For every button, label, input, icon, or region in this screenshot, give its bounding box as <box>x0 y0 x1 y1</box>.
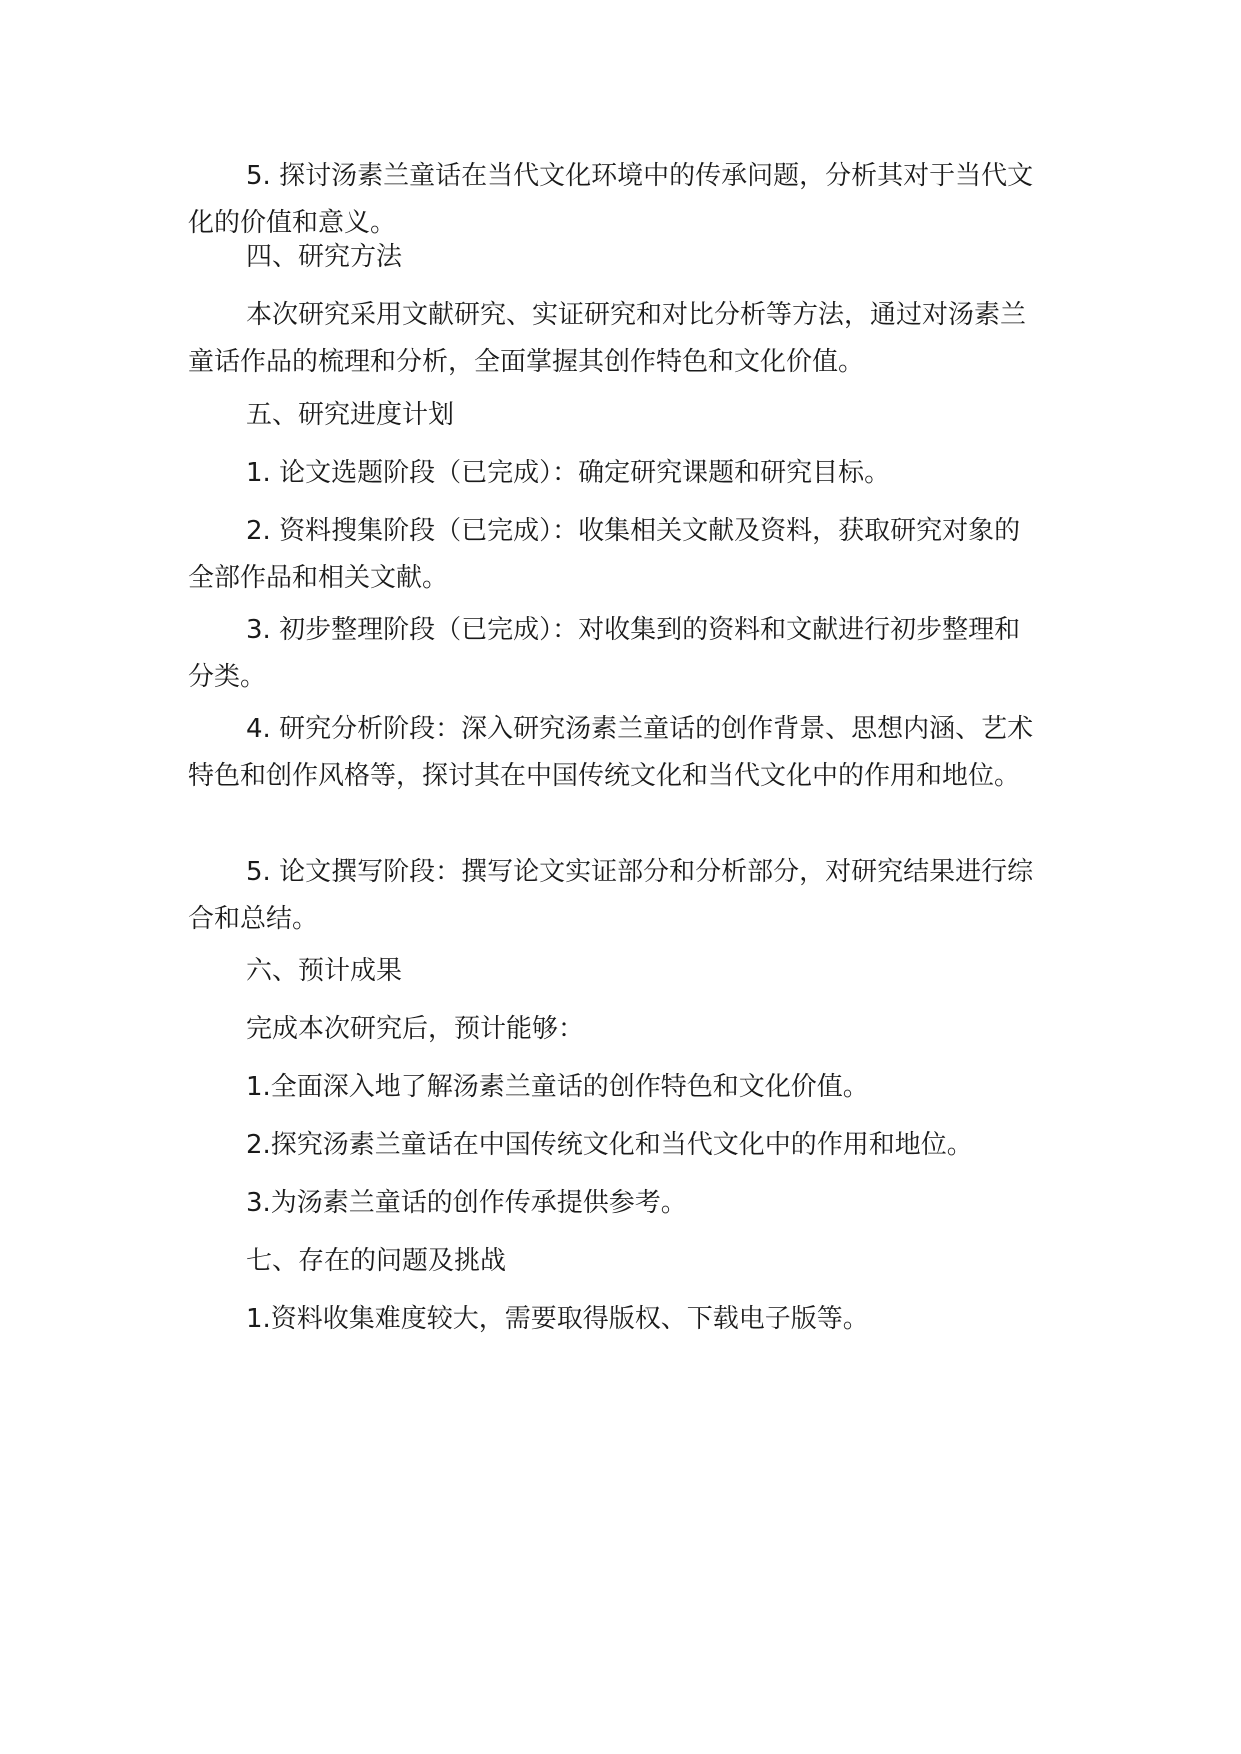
paragraph-expected-3: 3.为汤素兰童话的创作传承提供参考。 <box>246 1188 687 1218</box>
paragraph-schedule-5: 5. 论文撰写阶段：撰写论文实证部分和分析部分，对研究结果进行综合和总结。 <box>188 857 1034 934</box>
paragraph-schedule-4: 4. 研究分析阶段：深入研究汤素兰童话的创作背景、思想内涵、艺术特色和创作风格等，探讨其在中国传统文化和当代文化中的作用和地位。 <box>188 714 1034 791</box>
heading-expected-results: 六、预计成果 <box>246 956 403 986</box>
paragraph-expected-2: 2.探究汤素兰童话在中国传统文化和当代文化中的作用和地位。 <box>246 1130 973 1160</box>
paragraph-expected-intro: 完成本次研究后，预计能够： <box>246 1014 585 1044</box>
paragraph-schedule-1: 1. 论文选题阶段（已完成）：确定研究课题和研究目标。 <box>246 458 891 488</box>
paragraph-objective-5: 5. 探讨汤素兰童话在当代文化环境中的传承问题，分析其对于当代文化的价值和意义。 <box>188 161 1034 238</box>
heading-schedule: 五、研究进度计划 <box>246 400 455 430</box>
paragraph-schedule-2: 2. 资料搜集阶段（已完成）：收集相关文献及资料，获取研究对象的全部作品和相关文献。 <box>188 516 1021 593</box>
paragraph-problem-1: 1.资料收集难度较大，需要取得版权、下载电子版等。 <box>246 1304 869 1334</box>
paragraph-research-methods: 本次研究采用文献研究、实证研究和对比分析等方法，通过对汤素兰童话作品的梳理和分析，全面掌握其创作特色和文化价值。 <box>188 300 1027 377</box>
paragraph-schedule-3: 3. 初步整理阶段（已完成）：对收集到的资料和文献进行初步整理和分类。 <box>188 615 1021 692</box>
heading-problems-challenges: 七、存在的问题及挑战 <box>246 1246 507 1276</box>
heading-research-methods: 四、研究方法 <box>246 242 403 272</box>
paragraph-expected-1: 1.全面深入地了解汤素兰童话的创作特色和文化价值。 <box>246 1072 869 1102</box>
